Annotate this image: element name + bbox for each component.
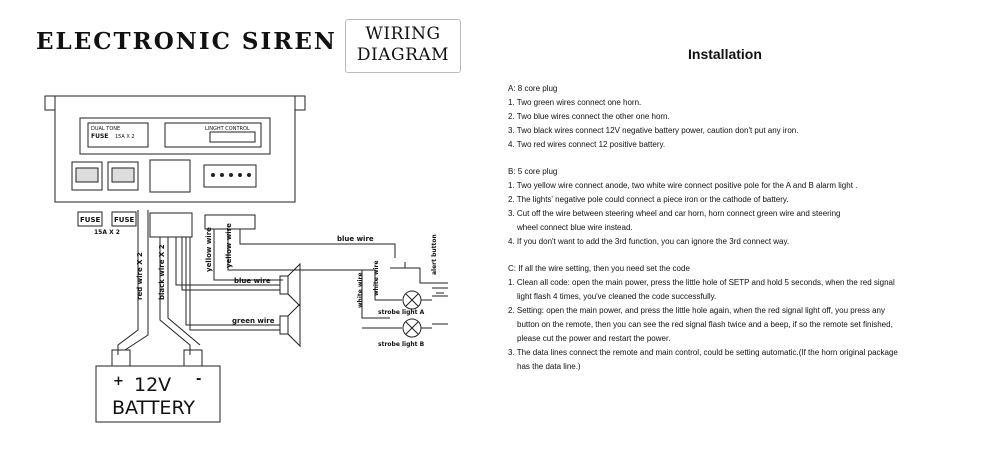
page-title: ELECTRONIC SIREN — [36, 28, 337, 55]
section-c-item: has the data line.) — [517, 362, 581, 371]
battery-minus-sign: - — [196, 372, 202, 387]
horn-b-cone — [288, 304, 300, 346]
fuse-b-label: FUSE — [114, 216, 135, 224]
section-c-item: please cut the power and restart the power. — [517, 334, 671, 343]
unit-bracket-right — [295, 96, 305, 110]
strobe-b-label: strobe light B — [378, 341, 425, 348]
section-a-heading: A: 8 core plug — [508, 84, 558, 93]
siren-unit — [55, 96, 295, 202]
white-wire-label: white wire — [357, 272, 364, 308]
dual-tone-label: DUAL TONE — [91, 126, 121, 132]
yellow-wire-label: yellow wire — [205, 227, 213, 272]
fuse-rating-bottom: 15A X 2 — [94, 229, 120, 236]
wiring-label-line1: WIRING — [365, 24, 441, 44]
battery-terminal-plus — [112, 350, 130, 366]
section-c-item: 2. Setting: open the main power, and press the little hole again, when the red signal light off, you press any — [508, 306, 885, 315]
strobe-a-label: strobe light A — [378, 309, 425, 316]
blue-wire-top-label: blue wire — [337, 235, 374, 243]
section-c-item: light flash 4 times, you've cleaned the code successfully. — [517, 292, 717, 301]
wiring-label-line2: DIAGRAM — [356, 45, 450, 65]
blue-wire-label: blue wire — [234, 277, 271, 285]
fuse-a-label: FUSE — [80, 216, 101, 224]
section-b-item: 1. Two yellow wire connect anode, two white wire connect positive pole for the A and B alarm light . — [508, 181, 858, 190]
horn-a-body — [280, 276, 288, 294]
section-b-item: 3. Cut off the wire between steering wheel and car horn, horn connect green wire and steering — [508, 209, 841, 218]
blue-wire-top-path — [240, 229, 395, 258]
section-c-item: button on the remote, then you can see the red signal flash twice and a beep, if so the remote set finished, — [517, 320, 893, 329]
battery-label: BATTERY — [112, 397, 196, 419]
eight-core-socket — [150, 160, 190, 192]
white-wire-label-2: white wire — [373, 260, 380, 296]
section-b-item: 4. If you don't want to add the 3rd function, you can ignore the 3rd connect way. — [508, 237, 790, 246]
section-b-item: wheel connect blue wire instead. — [517, 223, 633, 232]
fuse-rating-label: 15A X 2 — [115, 134, 135, 140]
light-control-label: LINGHT CONTROL — [205, 126, 250, 132]
section-a-item: 1. Two green wires connect one horn. — [508, 98, 642, 107]
yellow-wire-label-2: yellow wire — [225, 223, 233, 268]
section-a-item: 4. Two red wires connect 12 positive battery. — [508, 140, 666, 149]
eight-core-plug — [150, 213, 192, 237]
red-wire-label: red wire X 2 — [136, 252, 144, 300]
section-a-item: 2. Two blue wires connect the other one horn. — [508, 112, 670, 121]
alert-button-label: alert button — [431, 234, 438, 275]
light-switch — [210, 132, 255, 142]
section-c-item: 3. The data lines connect the remote and main control, could be setting automatic.(If the horn original package — [508, 348, 898, 357]
section-c-item: 1. Clean all code: open the main power, press the little hole of SETP and hold 5 seconds, when the red signal — [508, 278, 895, 287]
battery-plus-sign: + — [113, 374, 124, 389]
green-wire-label: green wire — [232, 317, 275, 325]
section-b-heading: B: 5 core plug — [508, 167, 558, 176]
battery-terminal-minus — [184, 350, 202, 366]
section-a-item: 3. Two black wires connect 12V negative battery power, caution don't put any iron. — [508, 126, 799, 135]
fuse-panel-label: FUSE — [91, 133, 109, 140]
installation-title: Installation — [688, 46, 762, 62]
unit-bracket-left — [45, 96, 55, 110]
horn-b-body — [280, 316, 288, 334]
red-wire-path — [118, 210, 138, 355]
section-c-heading: C: If all the wire setting, then you need set the code — [508, 264, 690, 273]
black-wire-label: black wire X 2 — [158, 244, 166, 300]
section-b-item: 2. The lights' negative pole could connect a piece iron or the cathode of battery. — [508, 195, 789, 204]
battery-voltage: 12V — [134, 374, 172, 396]
